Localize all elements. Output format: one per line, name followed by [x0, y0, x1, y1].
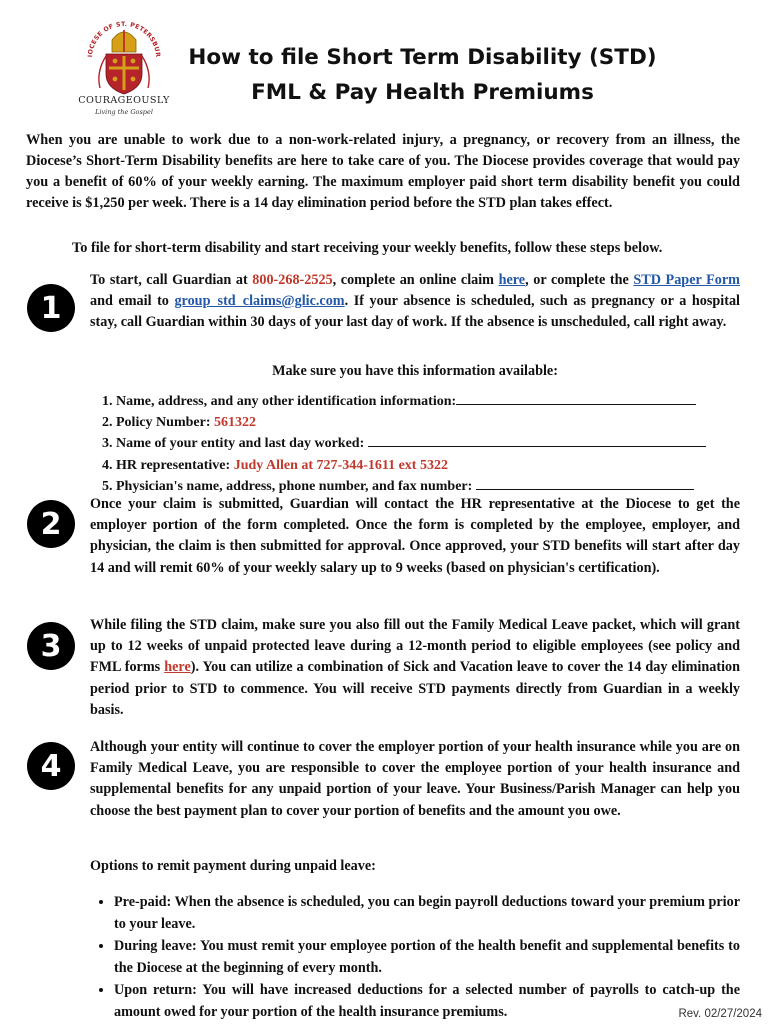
info-item-entity: 3. Name of your entity and last day worked:: [116, 433, 756, 454]
step-1-text-a: To start, call Guardian at: [90, 272, 253, 288]
online-claim-link[interactable]: here: [498, 272, 526, 288]
revision-date: Rev. 02/27/2024: [678, 1008, 762, 1020]
step-3-text-a: While filing the STD claim, make sure you also fill out the Family Medical Leave packet, which will grant up to 12 weeks of unpaid protected leave during a 12-month period to eligible employees (see policy and FML forms: [90, 617, 740, 676]
option-upon-return: • Upon return: You will have increased deductions for a selected number of payrolls to catch-up the amount owed for your portion of the health insurance premiums.: [114, 980, 740, 1023]
payment-options-list: [96, 892, 740, 1024]
step-1-text-e: . If your absence is scheduled, such as pregnancy or a hospital stay, call Guardian within 30 days of your last day of work. If the absence is unscheduled, call right away.: [90, 293, 740, 331]
hr-rep-value: Judy Allen at 727-344-1611 ext 5322: [233, 457, 448, 473]
claims-email-link[interactable]: group_std_claims@glic.com: [174, 293, 345, 310]
option-prepaid: • Pre-paid: When the absence is scheduled, you can begin payroll deductions toward your premium prior to your leave.: [114, 892, 740, 935]
step-4-paragraph: Although your entity will continue to cover the employer portion of your health insurance while you are on Family Medical Leave, you are responsible to cover the employee portion of your health insurance and supplemental benefits for any unpaid portion of your leave. Your Business/Parish Manager can help you choose the best payment plan to cover your portion of benefits and the amount you owe.: [90, 739, 740, 819]
info-item-policy-number: 2. Policy Number: 561322: [116, 412, 756, 433]
info-item-physician: 5. Physician's name, address, phone number, and fax number:: [116, 476, 756, 497]
policy-number-value: 561322: [213, 415, 256, 431]
step-3-text-b: ). You can utilize a combination of Sick and Vacation leave to cover the 14 day elimination period prior to STD to commence. You will receive STD payments directly from Guardian in a weekly basis.: [90, 659, 740, 718]
guardian-phone: 800-268-2525: [252, 272, 333, 288]
page-title-line-1: How to file Short Term Disability (STD): [188, 45, 657, 70]
step-2-paragraph: Once your claim is submitted, Guardian will contact the HR representative at the Diocese to get the employer portion of the form completed. Once the form is completed by the employee, employer, and physician, the claim is then submitted for approval. Once approved, your STD benefits will start after day 14 and will remit 60% of your weekly salary up to 9 weeks (based on physician's certification).: [90, 496, 740, 576]
logo-tagline: Living the Gospel: [95, 108, 153, 116]
identification-blank: [456, 392, 696, 405]
step-3-paragraph: [90, 615, 740, 721]
step-1-paragraph: [90, 270, 740, 334]
step-1-text-b: , complete an online claim: [332, 272, 499, 288]
entity-blank: [368, 434, 706, 447]
step-1-number-badge: 1: [27, 284, 75, 332]
options-heading: Options to remit payment during unpaid leave:: [90, 858, 376, 874]
step-3-number-badge: 3: [27, 622, 75, 670]
required-info-list: [90, 391, 756, 497]
fml-forms-link[interactable]: here: [164, 659, 191, 676]
logo-arc-text: IOCESE OF ST. PETERSBUR: [86, 20, 162, 58]
step-4-number-badge: 4: [27, 742, 75, 790]
option-during-leave: • During leave: You must remit your employee portion of the health benefit and supplemental benefits to the Diocese at the beginning of every month.: [114, 936, 740, 979]
step-2-number-badge: 2: [27, 500, 75, 548]
logo-word: COURAGEOUSLY: [78, 95, 170, 106]
physician-blank: [476, 477, 694, 490]
step-1-text-d: and email to: [90, 293, 175, 310]
steps-intro: To file for short-term disability and start receiving your weekly benefits, follow these steps below.: [72, 240, 663, 256]
step-1-text-c: , or complete the: [525, 272, 634, 288]
std-paper-form-link[interactable]: STD Paper Form: [633, 272, 740, 288]
intro-paragraph: When you are unable to work due to a non-work-related injury, a pregnancy, or recovery from an illness, the Diocese’s Short-Term Disability benefits are here to take care of you. The Diocese provides coverage that would pay you a benefit of 60% of your weekly earning. The maximum employer paid short term disability benefit you could receive is $1,250 per week. There is a 14 day elimination period before the STD plan takes effect.: [26, 132, 740, 211]
page-title-line-2: FML & Pay Health Premiums: [251, 80, 594, 105]
info-item-identification: 1. Name, address, and any other identification information:: [116, 391, 756, 412]
info-heading: Make sure you have this information available:: [272, 363, 558, 379]
info-item-hr-rep: 4. HR representative: Judy Allen at 727-344-1611 ext 5322: [116, 455, 756, 476]
